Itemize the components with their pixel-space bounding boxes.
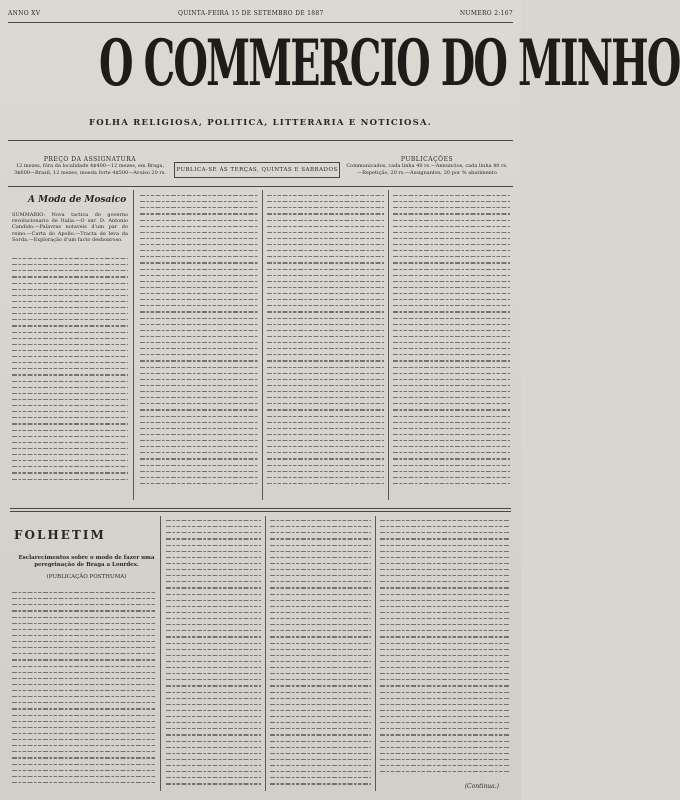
- feuilleton-title: FOLHETIM: [14, 528, 106, 542]
- feuilleton-rule: [10, 508, 511, 509]
- header-line: [8, 6, 513, 20]
- column-divider: [160, 516, 161, 791]
- feuilleton-body-col4: [380, 520, 510, 777]
- column-divider: [375, 516, 376, 791]
- column-divider: [388, 190, 389, 500]
- feuilleton-body-col1: [12, 592, 155, 788]
- newspaper-subtitle: FOLHA RELIGIOSA, POLITICA, LITTERARIA E NOTICIOSA.: [89, 118, 432, 128]
- publications-text: Communicados, cada linha 40 rs.—Annuncios, cada linha 40 rs.—Repetição, 20 rs.—Assignantes, 20 por % abatimento: [346, 163, 508, 176]
- article-body-col2: [140, 195, 258, 489]
- volume-label: ANNO XV: [8, 10, 41, 17]
- article-body-col3: [267, 195, 384, 489]
- subscription-text: 12 mezes, fóra da localidade 4$400—12 mezes, em Braga, 3$600—Brazil, 12 mezes, moeda forte 4$500—Avulso 20 rs.: [14, 163, 166, 176]
- publications-heading: PUBLICAÇÕES: [400, 156, 454, 163]
- column-divider: [265, 516, 266, 791]
- article-body-col4: [393, 195, 510, 489]
- publications-box: [344, 156, 510, 177]
- summary-label: SUMMARIO:: [12, 212, 46, 218]
- column-divider: [133, 190, 134, 500]
- article-body-col1: [12, 258, 128, 485]
- feuilleton-note: (PUBLICAÇÃO POSTHUMA): [46, 574, 127, 580]
- newspaper-title: O COMMERCIO DO MINHO: [98, 26, 680, 101]
- summary-text: Nova tactica do governo revolucionario de Italia.—O snr. D. Antonio Candido.—Palavras notaveis d'um par do reino.—Carta do Apollo.—Tracta de leva da Sorda.—Exploração d'um facto deshonroso.: [12, 212, 129, 243]
- feuilleton-rule: [10, 511, 511, 512]
- subscription-heading: PREÇO DA ASSIGNATURA: [43, 156, 137, 163]
- issue-date: QUINTA-FEIRA 15 DE SETEMBRO DE 1887: [178, 10, 324, 17]
- schedule-box: PUBLICA-SE ÀS TERÇAS, QUINTAS E SABBADOS: [174, 162, 340, 178]
- feuilleton-heading: Esclarecimentos sobre o modo de fazer uma peregrinação de Braga a Lourdes.: [18, 555, 155, 568]
- article-title: A Moda de Mosaico: [28, 195, 127, 205]
- feuilleton-body-col2: [166, 520, 261, 790]
- info-rule: [8, 186, 513, 187]
- feuilleton-body-col3: [270, 520, 371, 790]
- subscription-box: [10, 156, 170, 177]
- feuilleton-subtitle: [14, 555, 159, 581]
- masthead-rule: [8, 140, 513, 141]
- header-rule: [8, 22, 513, 23]
- column-divider: [262, 190, 263, 500]
- article-summary: [12, 212, 128, 252]
- issue-number: NUMERO 2:167: [459, 10, 513, 17]
- continuation-note: (Continua.): [464, 783, 499, 790]
